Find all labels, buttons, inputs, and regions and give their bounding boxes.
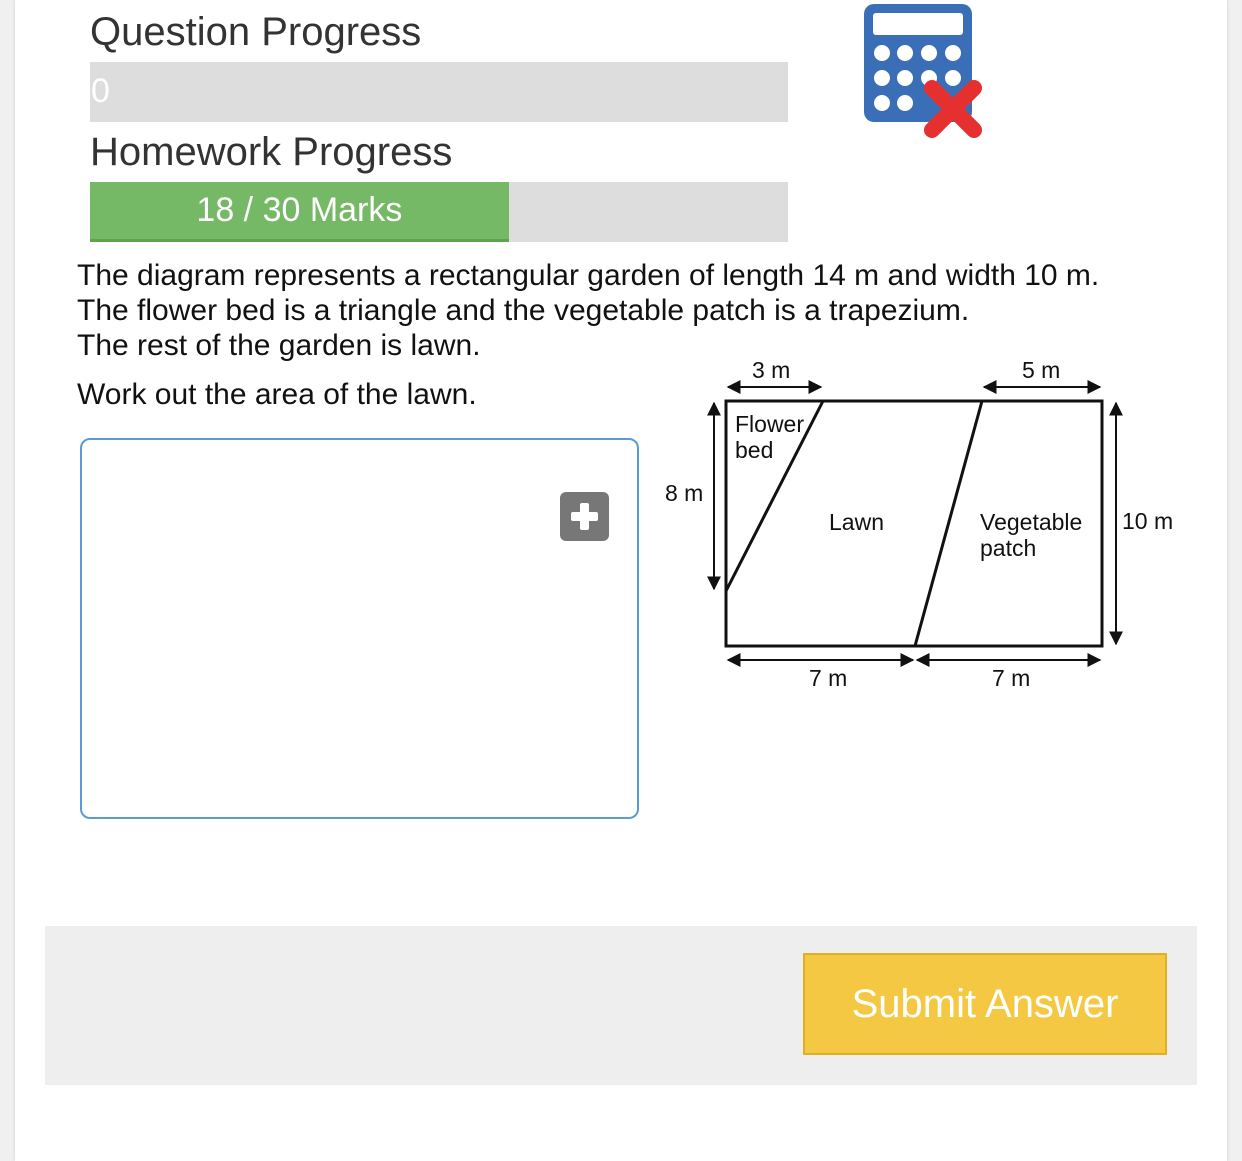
vegetable-patch-label: Vegetable <box>980 509 1083 535</box>
question-progress-value: 0 <box>91 72 110 110</box>
question-line: The rest of the garden is lawn. <box>77 329 481 362</box>
homework-progress-fill <box>90 182 509 242</box>
plus-icon[interactable] <box>560 492 609 541</box>
question-text <box>77 258 1099 363</box>
right-dim-label: 10 m <box>1122 508 1174 534</box>
homework-progress-value: 18 / 30 Marks <box>196 191 403 229</box>
bottom-right-dim-label: 7 m <box>992 665 1031 691</box>
answer-input[interactable] <box>80 438 639 819</box>
question-progress-bar <box>90 62 788 122</box>
lawn-label: Lawn <box>829 509 884 535</box>
homework-progress-label: Homework Progress <box>90 130 453 174</box>
flower-bed-label: bed <box>735 437 774 463</box>
garden-diagram <box>655 355 1195 700</box>
bottom-left-dim-label: 7 m <box>809 665 848 691</box>
vegetable-patch-edge <box>915 401 982 646</box>
question-task: Work out the area of the lawn. <box>77 378 477 411</box>
vegetable-patch-label: patch <box>980 535 1037 561</box>
calculator-not-allowed-icon[interactable] <box>862 2 984 140</box>
question-progress-label: Question Progress <box>90 10 422 54</box>
question-line: The flower bed is a triangle and the vegetable patch is a trapezium. <box>77 294 970 327</box>
left-dim-label: 8 m <box>665 480 704 506</box>
submit-answer-button[interactable]: Submit Answer <box>803 953 1167 1055</box>
top-left-dim-label: 3 m <box>752 357 791 383</box>
top-right-dim-label: 5 m <box>1022 357 1061 383</box>
flower-bed-label: Flower <box>735 411 805 437</box>
question-line: The diagram represents a rectangular garden of length 14 m and width 10 m. <box>77 259 1100 292</box>
homework-progress-bar <box>90 182 788 242</box>
